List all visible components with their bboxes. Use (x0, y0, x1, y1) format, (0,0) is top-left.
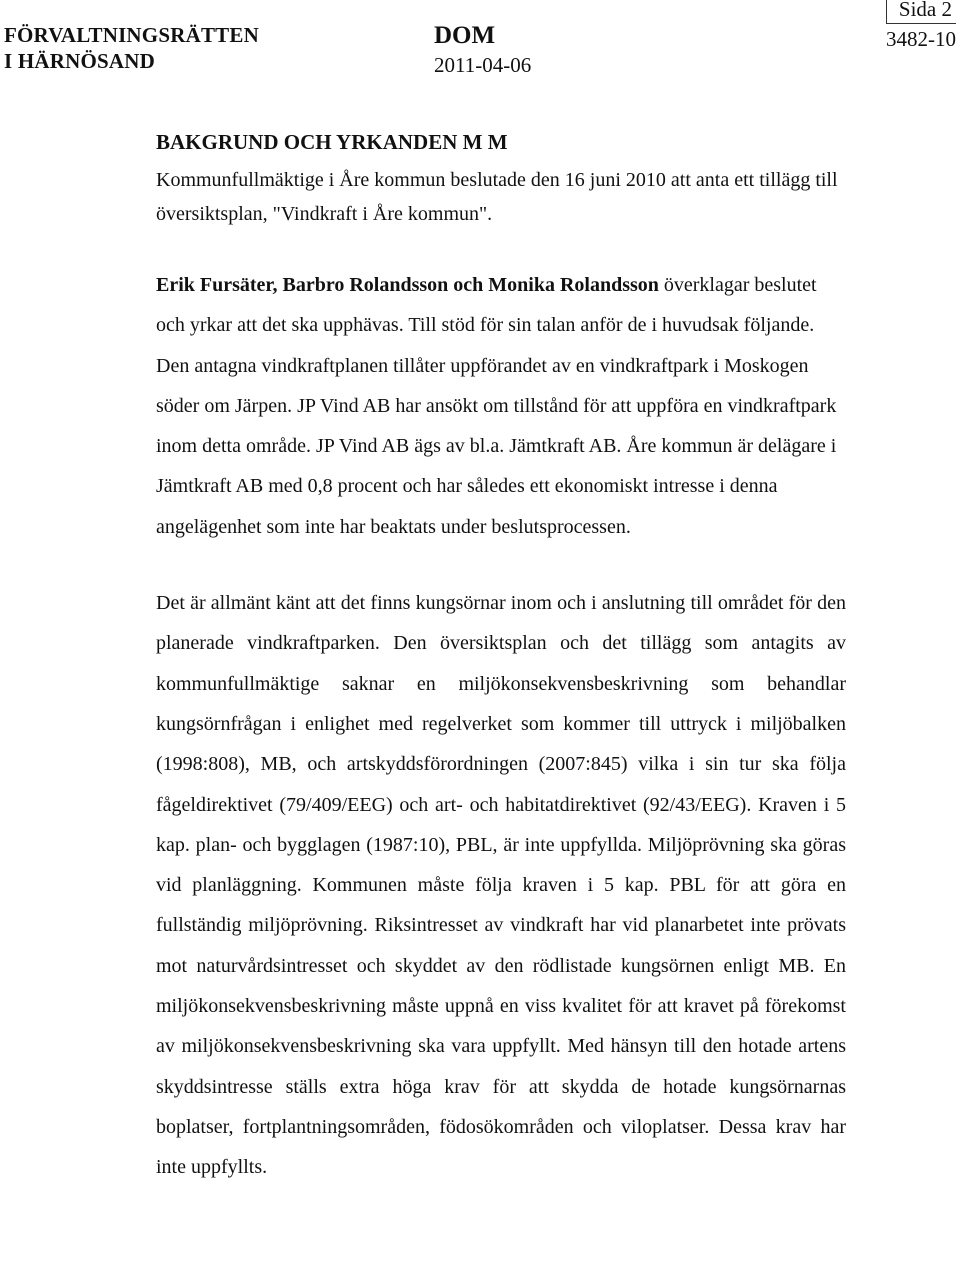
document-type: DOM (434, 22, 496, 49)
page-number: Sida 2 (886, 0, 956, 24)
page-info (886, 0, 956, 53)
appellant-names: Erik Fursäter, Barbro Rolandsson och Monika Rolandsson (156, 274, 659, 296)
court-name-line-1: FÖRVALTNINGSRÄTTEN (4, 23, 259, 47)
document-type-block (434, 22, 531, 80)
paragraph-decision: Kommunfullmäktige i Åre kommun beslutade den 16 juni 2010 att anta ett tillägg till översiktsplan, "Vindkraft i Åre kommun". (156, 169, 838, 225)
section-heading: BAKGRUND OCH YRKANDEN M M (156, 130, 508, 154)
court-name-line-2: I HÄRNÖSAND (4, 49, 155, 73)
document-body (156, 127, 846, 1188)
paragraph-golden-eagles: Det är allmänt känt att det finns kungsörnar inom och i anslutning till området för den planerade vindkraftparken. Den översiktsplan och det tillägg som antagits av kommunfullmäktige saknar en miljökonsekvensbeskrivning som behandlar kungsörnfrågan i enlighet med regelverket som kommer till uttryck i miljöbalken (1998:808), MB, och artskyddsförordningen (2007:845) vilka i sin tur ska följa fågeldirektivet (79/409/EEG) och art- och habitatdirektivet (92/43/EEG). Kraven i 5 kap. plan- och bygglagen (1987:10), PBL, är inte uppfyllda. Miljöprövning ska göras vid planläggning. Kommunen måste följa kraven i 5 kap. PBL för att göra en fullständig miljöprövning. Riksintresset av vindkraft har vid planarbetet inte prövats mot naturvårdsintresset och skyddet av den rödlistade kungsörnen enligt MB. En miljökonsekvensbeskrivning måste uppnå en viss kvalitet för att kravet på förekomst av miljökonsekvensbeskrivning ska vara uppfyllt. Med hänsyn till den hotade artens skyddsintresse ställs extra höga krav för att skydda de hotade kungsörnarnas boplatser, fortplantningsområden, födosökområden och viloplatser. Dessa krav har inte uppfyllts. (156, 592, 846, 1179)
paragraph-appeal (156, 265, 846, 547)
paragraph-appeal-text: överklagar beslutet och yrkar att det ska upphävas. Till stöd för sin talan anför de i huvudsak följande. Den antagna vindkraftplanen tillåter uppförandet av en vindkraftpark i Moskogen söder om Järpen. JP Vind AB har ansökt om tillstånd för att uppföra en vindkraftpark inom detta område. JP Vind AB ägs av bl.a. Jämtkraft AB. Åre kommun är delägare i Jämtkraft AB med 0,8 procent och har således ett ekonomiskt intresse i denna angelägenhet som inte har beaktats under beslutsprocessen. (156, 274, 837, 538)
case-number: 3482-10 (886, 27, 956, 51)
document-date: 2011-04-06 (434, 53, 532, 77)
court-name (4, 22, 259, 74)
